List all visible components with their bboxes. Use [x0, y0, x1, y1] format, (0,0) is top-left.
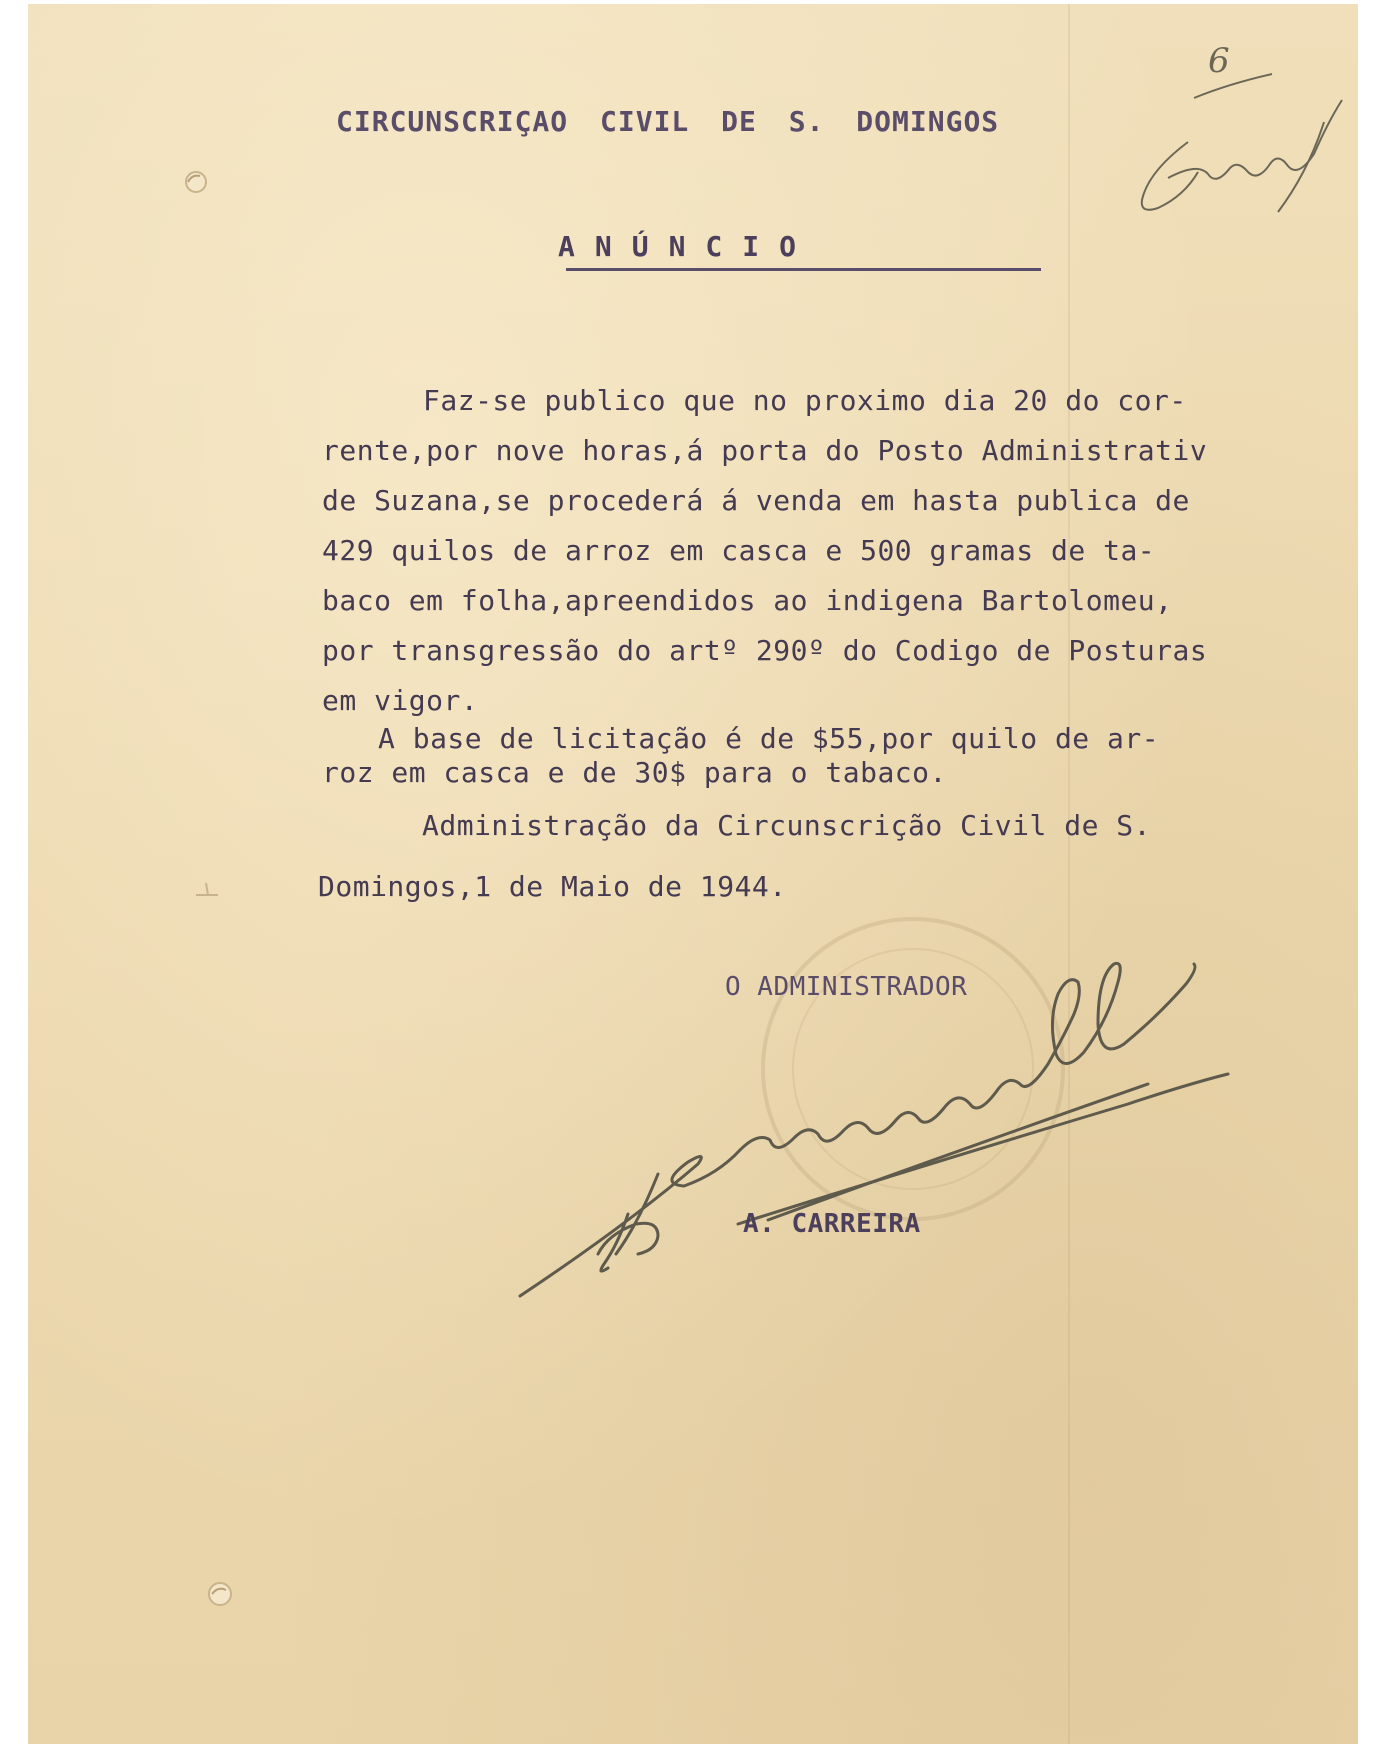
body-line: roz em casca e de 30$ para o tabaco. — [322, 756, 947, 789]
paper-fold-mark — [1068, 4, 1070, 1744]
punch-hole-icon — [178, 164, 214, 200]
body-line: de Suzana,se procederá á venda em hasta publica de — [322, 484, 1190, 517]
title-underline — [566, 268, 1041, 271]
body-line: em vigor. — [322, 684, 479, 717]
body-line: Faz-se publico que no proximo dia 20 do cor- — [423, 384, 1187, 417]
body-line: rente,por nove horas,á porta do Posto Administrativ — [322, 434, 1208, 467]
body-line: A base de licitação é de $55,por quilo de ar- — [378, 722, 1160, 755]
body-line: baco em folha,apreendidos ao indigena Bartolomeu, — [322, 584, 1173, 617]
body-line: Domingos,1 de Maio de 1944. — [318, 870, 787, 903]
body-line: Administração da Circunscrição Civil de S. — [422, 809, 1152, 842]
document-title: ANÚNCIO — [558, 230, 817, 263]
body-line: 429 quilos de arroz em casca e 500 gramas de ta- — [322, 534, 1156, 567]
document-page — [28, 4, 1358, 1744]
signatory-title: O ADMINISTRADOR — [725, 972, 968, 1002]
handwritten-initials — [1128, 82, 1358, 242]
page-number-text: 6 — [1208, 41, 1230, 81]
punch-mark-icon — [188, 869, 228, 909]
document-header: CIRCUNSCRIÇAO CIVIL DE S. DOMINGOS — [336, 105, 1000, 138]
handwritten-signature — [508, 924, 1268, 1314]
punch-hole-icon — [200, 1574, 240, 1614]
signatory-name: A. CARREIRA — [743, 1209, 921, 1239]
body-line: por transgressão do artº 290º do Codigo de Posturas — [322, 634, 1208, 667]
